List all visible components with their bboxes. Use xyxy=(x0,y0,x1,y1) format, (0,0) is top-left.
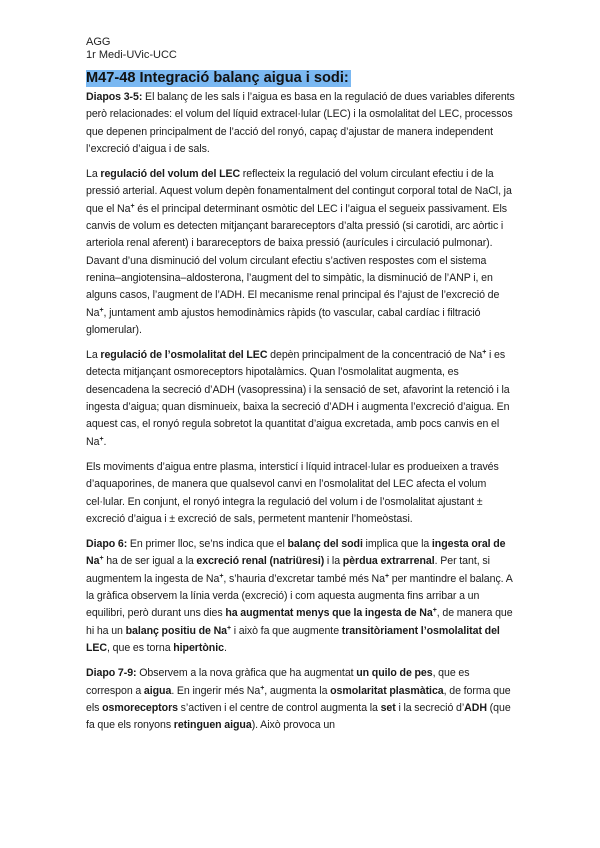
bold-term: aigua xyxy=(143,684,172,697)
superscript-plus: + xyxy=(99,555,104,563)
text: En primer lloc, se’ns indica que el xyxy=(127,538,288,551)
text: i la secreció d’ xyxy=(395,701,465,714)
text: . xyxy=(103,435,107,448)
superscript-plus: + xyxy=(482,349,487,357)
text: . xyxy=(223,641,227,654)
text: . En ingerir més Na xyxy=(171,684,261,697)
superscript-plus: + xyxy=(384,572,390,580)
superscript-plus: + xyxy=(99,306,104,314)
course-label: 1r Medi-UVic-UCC xyxy=(86,49,177,61)
bold-term: pèrdua extrarrenal xyxy=(342,555,435,568)
superscript-plus: + xyxy=(130,202,135,210)
paragraph-osmolalitat-lec xyxy=(86,347,516,451)
paragraph-diapo-7-9 xyxy=(86,665,516,734)
superscript-plus: + xyxy=(227,624,232,632)
slide-reference: Diapos 3-5: xyxy=(86,91,143,103)
bold-term: regulació del volum del LEC xyxy=(100,168,241,181)
bold-term: set xyxy=(380,701,396,714)
page-title: M47-48 Integració balanç aigua i sodi: xyxy=(86,70,349,86)
text: ). Això provoca un xyxy=(251,719,335,732)
text: reflecteix la regulació del volum circulant efectiu i de la pressió arterial. Aquest volum depèn fonamentalment del contingut corporal total de NaCl, ja que el Na xyxy=(86,168,512,215)
bold-term: ADH xyxy=(464,701,487,714)
bold-term: hipertònic xyxy=(173,641,224,654)
text: implica que la xyxy=(362,538,432,551)
text: Observem a la nova gràfica que ha augmentat xyxy=(136,667,357,680)
superscript-plus: + xyxy=(260,684,265,692)
bold-term: transitòriament l’osmolalitat del LEC xyxy=(86,624,500,654)
bold-term: un quilo de pes xyxy=(356,667,433,680)
text: (que fa que els ronyons xyxy=(86,701,511,732)
paragraph-moviments-aigua xyxy=(86,459,516,528)
bold-term: balanç del sodi xyxy=(287,538,363,551)
text: La xyxy=(86,349,101,362)
bold-term: balanç positiu de Na xyxy=(125,624,228,637)
text: i la xyxy=(324,555,343,568)
text: , de forma que els xyxy=(86,684,511,714)
slide-reference: Diapo 6: xyxy=(86,538,128,551)
bold-term: retinguen aigua xyxy=(173,719,252,732)
text: és el principal determinant osmòtic del LEC i l’aigua el segueix passivament. Els canvis de volum es detecten mitjançant barareceptors d’alta pressió (si carotidi, arc aòrtic i arteriola renal aferent) i barareceptors de baixa pressió (aurícules i circulació pulmonar). Davant d’una disminució del volum circulant efectiu s’activen respostes com el sistema renina–angiotensina–aldosterona, l’augment del to simpàtic, la disminució de l’ANP i, en alguns casos, l’augment de l’ADH. El mecanisme renal principal és l’ajust de l’excreció de Na xyxy=(86,202,508,319)
bold-term: excreció renal (natriüresi) xyxy=(196,555,325,568)
text: , juntament amb ajustos hemodinàmics ràpids (to vascular, cabal cardíac i filtració glomerular). xyxy=(86,306,481,336)
author-initials: AGG xyxy=(86,36,111,48)
text: i això fa que augmente xyxy=(231,624,342,637)
paragraph-diapos-3-5 xyxy=(86,89,516,158)
superscript-plus: + xyxy=(432,607,437,615)
paragraph-volum-lec xyxy=(86,166,516,339)
superscript-plus: + xyxy=(99,435,104,443)
slide-reference: Diapo 7-9: xyxy=(86,667,137,680)
document-page xyxy=(86,36,516,742)
text: . Per tant, si augmentem la ingesta de Na xyxy=(86,555,490,585)
paragraph-diapo-6 xyxy=(86,536,516,657)
text: , de manera que hi ha un xyxy=(86,607,513,637)
text: , augmenta la xyxy=(264,684,331,697)
text: , que es correspon a xyxy=(86,667,470,697)
bold-term: osmolaritat plasmàtica xyxy=(330,684,444,697)
bold-term: regulació de l’osmolalitat del LEC xyxy=(100,349,268,362)
text: La xyxy=(86,168,101,181)
text: i es detecta mitjançant osmoreceptors hipotalàmics. Quan l’osmolalitat augmenta, es desencadena la secreció d’ADH (vasopressina) i la sensació de set, afavorint la retenció i la ingesta d’aigua; quan disminueix, baixa la secreció d’ADH i augmenta l’excreció d’aigua. En aquest cas, el ronyó regula sobretot la quantitat d’aigua excretada, amb pocs canvis en el Na xyxy=(86,349,510,448)
text: ha de ser igual a la xyxy=(103,555,197,568)
text: El balanç de les sals i l’aigua es basa en la regulació de dues variables diferents però relacionades: el volum del líquid extracel·lular (LEC) i la osmolalitat del LEC, processos que depenen principalment de l’acció del ronyó, capaç d’ajustar de manera independent l’excreció d’aigua i de sals. xyxy=(86,91,515,155)
text: per mantindre el balanç. A la gràfica observem la línia verda (excreció) i com aquesta augmenta fins arribar a un equilibri, però durant uns dies xyxy=(86,572,513,620)
text: , que es torna xyxy=(107,641,174,654)
bold-term: ingesta oral de Na xyxy=(86,538,506,568)
text: Els moviments d’aigua entre plasma, intersticí i líquid intracel·lular es produeixen a través d’aquaporines, de manera que qualsevol canvi en l’osmolalitat del LEC afecta el volum cel·lular. En conjunt, el ronyó integra la regulació del volum i de l’osmolalitat ajustant ± excreció d’aigua i ± excreció de sals, permetent mantenir l’homeòstasi. xyxy=(86,460,499,525)
bold-term: ha augmentat menys que la ingesta de Na xyxy=(225,607,433,620)
bold-term: osmoreceptors xyxy=(102,701,178,714)
text: , s’hauria d’excretar també més Na xyxy=(223,572,385,585)
superscript-plus: + xyxy=(219,572,224,580)
text: s’activen i el centre de control augmenta la xyxy=(177,701,381,714)
text: depèn principalment de la concentració de Na xyxy=(267,349,483,362)
